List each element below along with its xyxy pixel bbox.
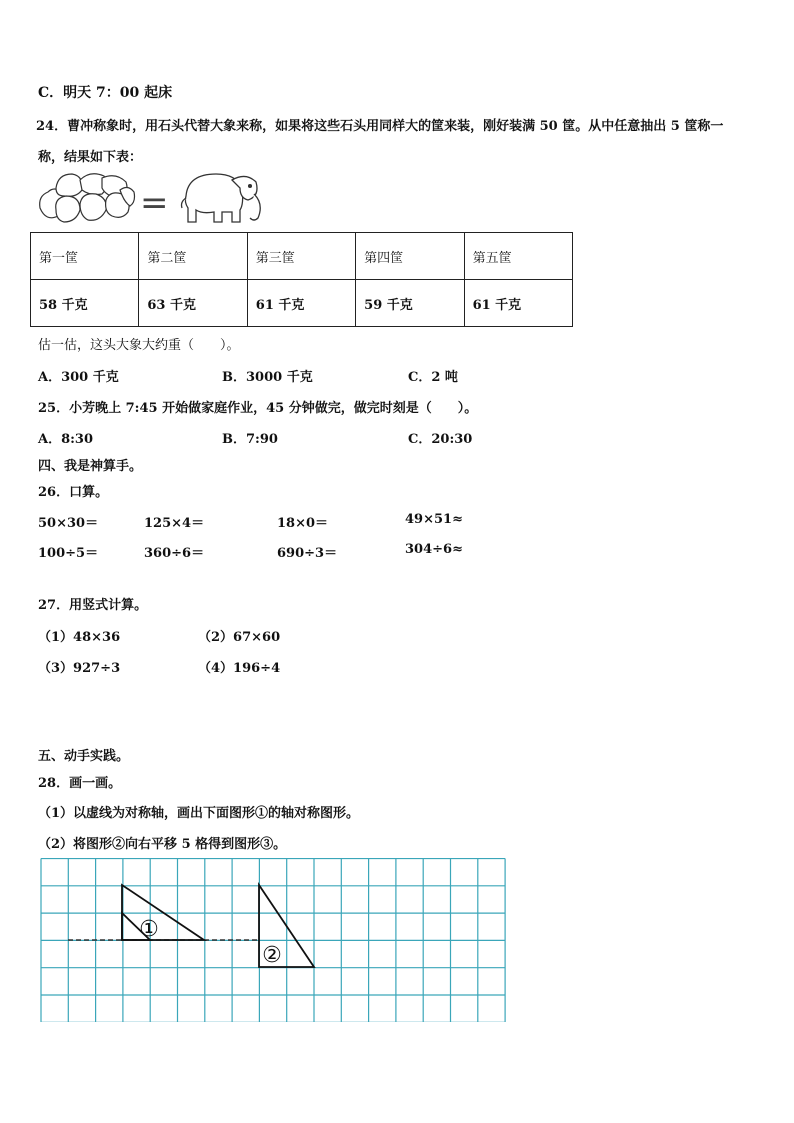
q27-item: （1）48×36 xyxy=(38,630,121,645)
value-cell: 58 千克 xyxy=(31,280,139,327)
drawing-grid[interactable] xyxy=(40,858,506,1022)
table-value-row xyxy=(31,280,573,327)
q26-item: 690÷3＝ xyxy=(277,546,338,561)
q26-item: 304÷6≈ xyxy=(405,542,463,557)
q23-option-c: C．明天 7：00 起床 xyxy=(38,85,173,101)
q26-item: 360÷6＝ xyxy=(144,546,205,561)
q26-item: 18×0＝ xyxy=(277,516,329,531)
value-cell: 59 千克 xyxy=(356,280,464,327)
q25-option-a: A．8:30 xyxy=(38,432,94,447)
stones-equals-elephant-illustration xyxy=(36,166,268,228)
q25-stem: 25．小芳晚上 7:45 开始做家庭作业，45 分钟做完，做完时刻是（ ）。 xyxy=(38,401,478,416)
q27-title: 27．用竖式计算。 xyxy=(38,598,148,613)
q25-option-c: C．20:30 xyxy=(408,432,473,447)
q24-stem-line1: 24．曹冲称象时，用石头代替大象来称，如果将这些石头用同样大的筐来装，刚好装满 50 筐。从中任意抽出 5 筐称一 xyxy=(36,119,724,134)
q25-option-b: B．7:90 xyxy=(222,432,278,447)
elephant-icon xyxy=(182,174,261,222)
q24-option-c: C．2 吨 xyxy=(408,370,458,385)
stones-icon xyxy=(40,174,135,222)
q27-item: （3）927÷3 xyxy=(38,661,121,676)
q26-item: 100÷5＝ xyxy=(38,546,99,561)
q27-item: （2）67×60 xyxy=(198,630,281,645)
header-cell: 第三筐 xyxy=(247,233,355,280)
basket-weight-table xyxy=(30,232,573,327)
header-cell: 第一筐 xyxy=(31,233,139,280)
shape-2-label: ② xyxy=(262,943,282,968)
equals-sign xyxy=(140,183,169,223)
header-cell: 第五筐 xyxy=(464,233,572,280)
shape-1-label: ① xyxy=(139,917,159,942)
header-cell: 第二筐 xyxy=(139,233,247,280)
q24-option-b: B．3000 千克 xyxy=(222,370,313,385)
q24-option-a: A．300 千克 xyxy=(38,370,119,385)
q27-item: （4）196÷4 xyxy=(198,661,281,676)
q26-item: 49×51≈ xyxy=(405,512,463,527)
q28-title: 28．画一画。 xyxy=(38,776,122,791)
q26-item: 125×4＝ xyxy=(144,516,205,531)
header-cell: 第四筐 xyxy=(356,233,464,280)
q24-stem-line2: 称，结果如下表： xyxy=(38,150,143,165)
value-cell: 61 千克 xyxy=(247,280,355,327)
section4-title: 四、我是神算手。 xyxy=(38,459,143,474)
section5-title: 五、动手实践。 xyxy=(38,749,130,764)
q24-question: 估一估，这头大象大约重（ ）。 xyxy=(38,338,240,353)
value-cell: 63 千克 xyxy=(139,280,247,327)
table-header-row xyxy=(31,233,573,280)
q28-part2: （2）将图形②向右平移 5 格得到图形③。 xyxy=(38,837,287,852)
q26-item: 50×30＝ xyxy=(38,516,99,531)
value-cell: 61 千克 xyxy=(464,280,572,327)
svg-text:=: = xyxy=(140,183,169,223)
q26-title: 26．口算。 xyxy=(38,485,109,500)
q28-part1: （1）以虚线为对称轴，画出下面图形①的轴对称图形。 xyxy=(38,806,360,821)
